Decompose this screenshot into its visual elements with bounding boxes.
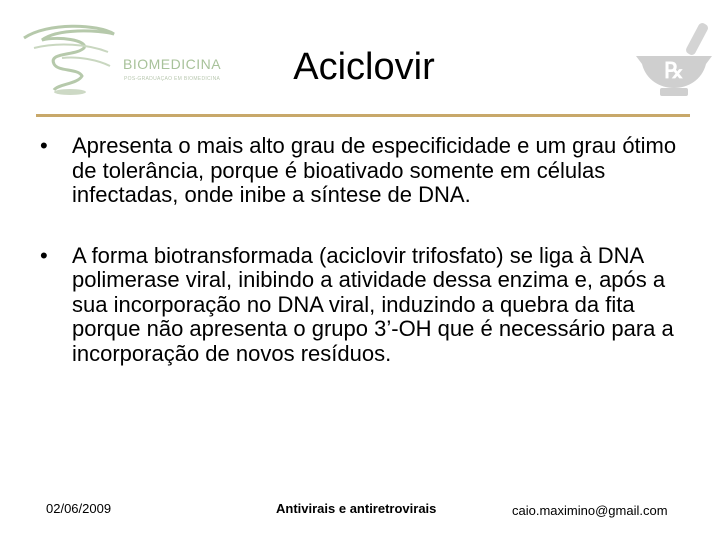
bullet-item — [38, 134, 688, 208]
title-divider — [36, 114, 690, 117]
footer-email: caio.maximino@gmail.com — [512, 503, 668, 518]
slide-title: Aciclovir — [293, 46, 435, 88]
bullet-item — [38, 244, 688, 367]
logo-subtitle: PÓS-GRADUAÇÃO EM BIOMEDICINA — [124, 76, 221, 82]
bullet-text: A forma biotransformada (aciclovir trifosfato) se liga à DNA polimerase viral, inibindo a atividade dessa enzima e, após a sua incorporação no DNA viral, induzindo a quebra da fita porque não apresenta o grupo 3’-OH que é necessário para a incorporação de novos resíduos. — [72, 242, 674, 366]
bullet-dot-icon: • — [40, 133, 48, 158]
footer-date: 02/06/2009 — [46, 501, 112, 516]
bullet-list — [38, 134, 688, 366]
logo-brand-text: BIOMEDICINA — [123, 56, 222, 72]
bullet-dot-icon: • — [40, 242, 48, 268]
svg-text:℞: ℞ — [664, 58, 684, 83]
mortar-pestle-rx-icon — [626, 20, 722, 100]
footer-title: Antivirais e antiretrovirais — [276, 501, 437, 516]
bullet-text: Apresenta o mais alto grau de especificidade e um grau ótimo de tolerância, porque é bioativado somente em células infectadas, onde inibe a síntese de DNA. — [72, 133, 677, 207]
